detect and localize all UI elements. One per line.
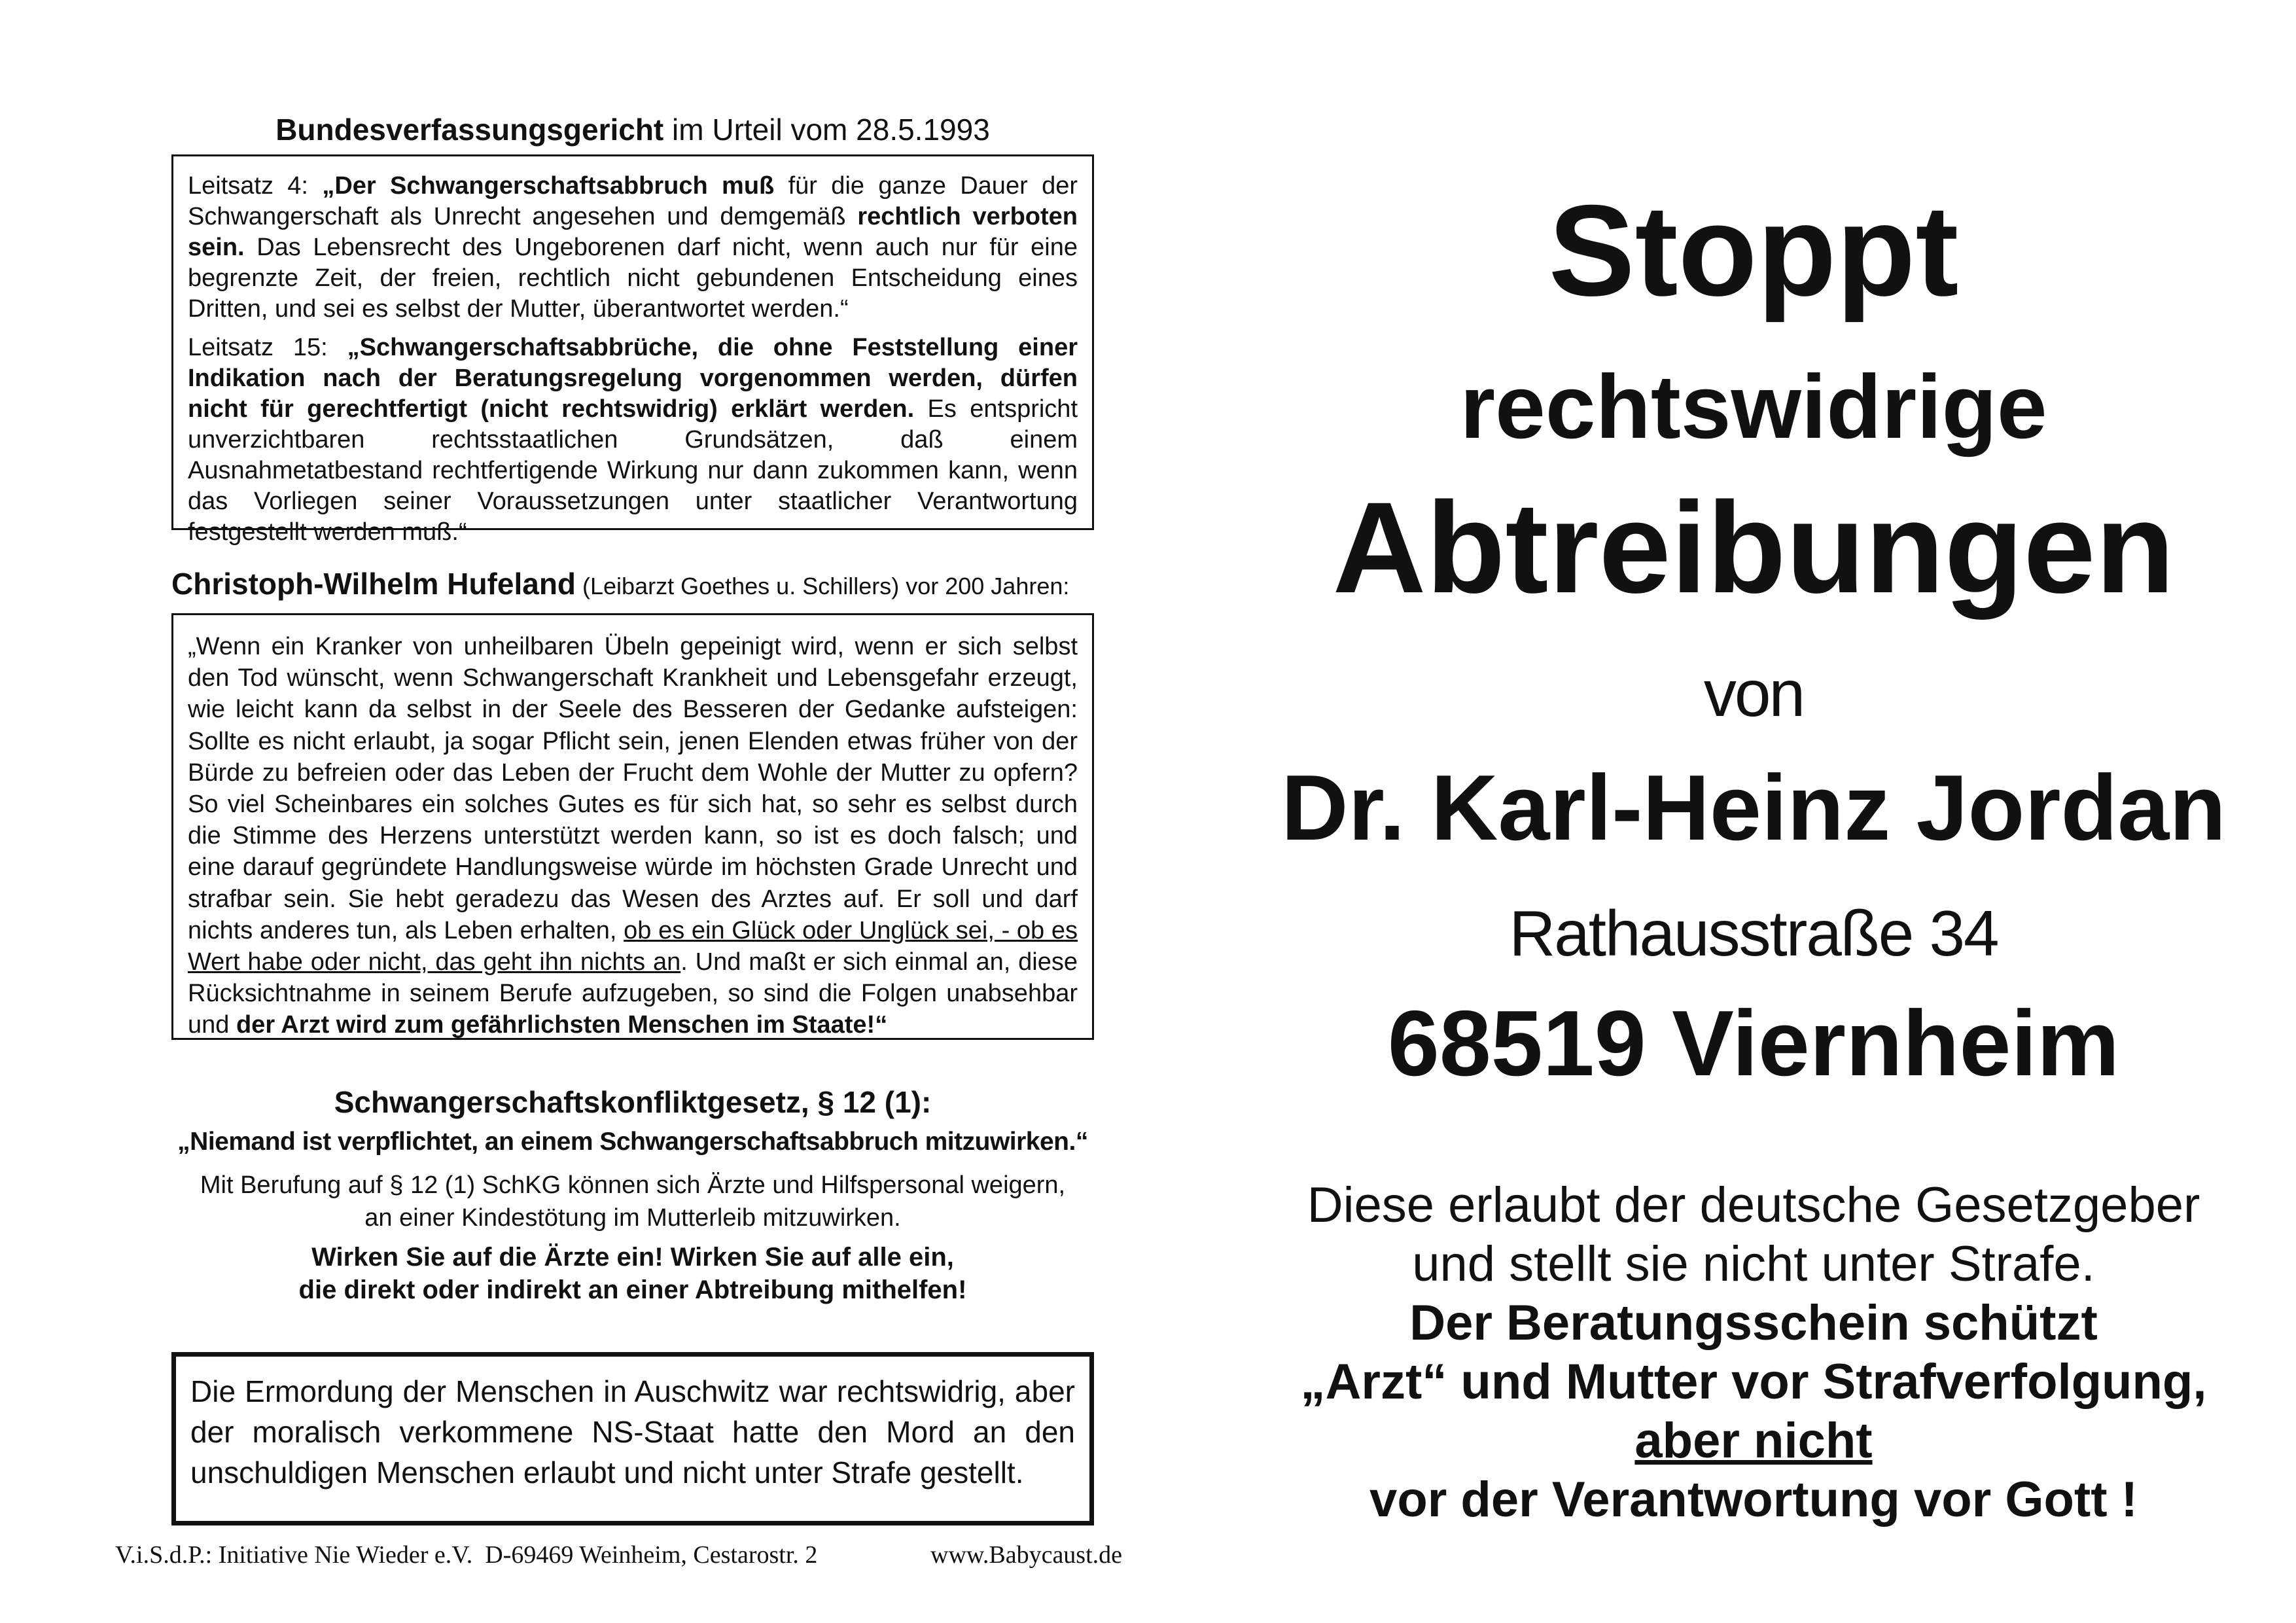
headline-von: von [1703,657,1804,730]
statement-line-1: Diese erlaubt der deutsche Gesetzgeber [1307,1177,2200,1233]
statement-line-2: und stellt sie nicht unter Strafe. [1412,1236,2095,1292]
court-name: Bundesverfassungsgericht [275,113,664,147]
statement-line-4: „Arzt“ und Mutter vor Strafverfolgung, [1300,1354,2207,1410]
hufeland-name: Christoph-Wilhelm Hufeland [171,567,576,601]
doctor-street: Rathausstraße 34 [1509,897,1998,969]
hufeland-quote-part-1: „Wenn ein Kranker von unheilbaren Übeln gepeinigt wird, wenn er sich selbst den Tod wünscht, wenn Schwangerschaft Krankheit und Lebensgefahr erzeugt, wie leicht kann da selbst in der Seele des Besseren der Gedanke aufsteigen: Sollte es nicht erlaubt, ja sogar Pflicht sein, jenen Elenden etwas früher von der Bürde zu befreien oder das Leben der Frucht dem Wohle der Mutter zu opfern? So viel Scheinbares ein solches Gutes es für sich hat, so sehr es selbst durch die Stimme des Herzens unterstützt werden kann, so ist es doch falsch; und eine darauf gegründete Handlungsweise würde im höchsten Grade Unrecht und strafbar sein. Sie hebt geradezu das Wesen des Arztes auf. Er soll und darf nichts anderes tun, als Leben erhalten, [188,633,1078,944]
leitsatz-4-bold-2: rechtlich verboten sein. [188,203,1078,261]
schkg-heading: Schwangerschaftskonfliktgesetz, § 12 (1): [334,1085,932,1119]
doctor-name: Dr. Karl-Heinz Jordan [1281,756,2226,860]
hufeland-quote [188,631,1078,1041]
footer [115,1539,1149,1571]
hufeland-heading [171,565,1094,605]
hufeland-quote-box [171,613,1094,1040]
statement-line-6: vor der Verantwortung vor Gott ! [1369,1472,2138,1527]
schkg-call-to-action [171,1241,1094,1306]
footer-website: www.Babycaust.de [930,1541,1123,1569]
headline-stoppt: Stoppt [1548,178,1959,323]
schkg-quote: „Niemand ist verpflichtet, an einem Schwangerschaftsabbruch mitzuwirken.“ [177,1128,1088,1156]
hufeland-quote-underlined: ob es ein Glück oder Unglück sei, - ob es Wert habe oder nicht, das geht ihn nichts an [188,916,1078,976]
footer-visdp: V.i.S.d.P.: Initiative Nie Wieder e.V. D-69469 Weinheim, Cestarostr. 2 [115,1541,818,1569]
hufeland-quote-bold: der Arzt wird zum gefährlichsten Menschen im Staate!“ [236,1011,888,1039]
headline-abtreibungen: Abtreibungen [1332,475,2175,620]
leitsatz-4-text-2: Das Lebensrecht des Ungeborenen darf nicht, wenn auch nur für eine begrenzte Zeit, der freien, rechtlich nicht gebundenen Entscheidung eines Dritten, und sei es selbst der Mutter, überantwortet werden.“ [188,234,1078,323]
leitsatz-15-label: Leitsatz 15: [188,334,347,361]
headline-rechtswidrige: rechtswidrige [1460,357,2047,457]
leitsatz-4-bold-1: „Der Schwangerschaftsabbruch muß [322,172,775,200]
call-line-1: Wirken Sie auf die Ärzte ein! Wirken Sie auf alle ein, [311,1243,954,1272]
leitsatz-15 [188,332,1078,548]
hufeland-quote-part-2: . Und maßt er sich einmal an, diese Rücksichtnahme in seinem Berufe aufzugeben, so sind die Folgen unabsehbar und [188,948,1078,1039]
hufeland-note: (Leibarzt Goethes u. Schillers) vor 200 Jahren: [576,573,1070,599]
leitsatz-15-text: Es entspricht unverzichtbaren rechtsstaatlichen Grundsätzen, daß einem Ausnahmetatbestand rechtfertigende Wirkung nur dann zukommen kann, wenn das Vorliegen seiner Voraussetzungen unter staatlicher Verantwortung festgestellt werden muß.“ [188,395,1078,546]
leitsatz-4-label: Leitsatz 4: [188,172,323,200]
schkg-text-line-1: Mit Berufung auf § 12 (1) SchKG können sich Ärzte und Hilfspersonal weigern, [200,1171,1066,1199]
call-line-2: die direkt oder indirekt an einer Abtreibung mithelfen! [298,1275,967,1304]
auschwitz-text: Die Ermordung der Menschen in Auschwitz war rechtswidrig, aber der moralisch verkommene NS-Staat hatte den Mord an den unschuldigen Menschen erlaubt und nicht unter Strafe gestellt. [190,1374,1075,1489]
bverfg-heading [171,111,1094,148]
auschwitz-box [171,1352,1094,1525]
leitsatz-15-bold: „Schwangerschaftsabbrüche, die ohne Feststellung einer Indikation nach der Beratungsregelung vorgenommen werden, dürfen nicht für gerechtfertigt (nicht rechtswidrig) erklärt werden. [188,334,1078,423]
ruling-date: im Urteil vom 28.5.1993 [663,113,990,147]
statement-line-5: aber nicht [1634,1413,1873,1469]
leitsatz-4 [188,171,1078,325]
schkg-text-line-2: an einer Kindestötung im Mutterleib mitzuwirken. [364,1204,901,1232]
statement-line-3: Der Beratungsschein schützt [1409,1295,2098,1351]
leitsatz-4-text-1: für die ganze Dauer der Schwangerschaft als Unrecht angesehen und demgemäß [188,172,1078,230]
bverfg-leitsaetze-box [171,154,1094,546]
doctor-city: 68519 Viernheim [1387,991,2120,1096]
schkg-explanation [171,1169,1094,1234]
